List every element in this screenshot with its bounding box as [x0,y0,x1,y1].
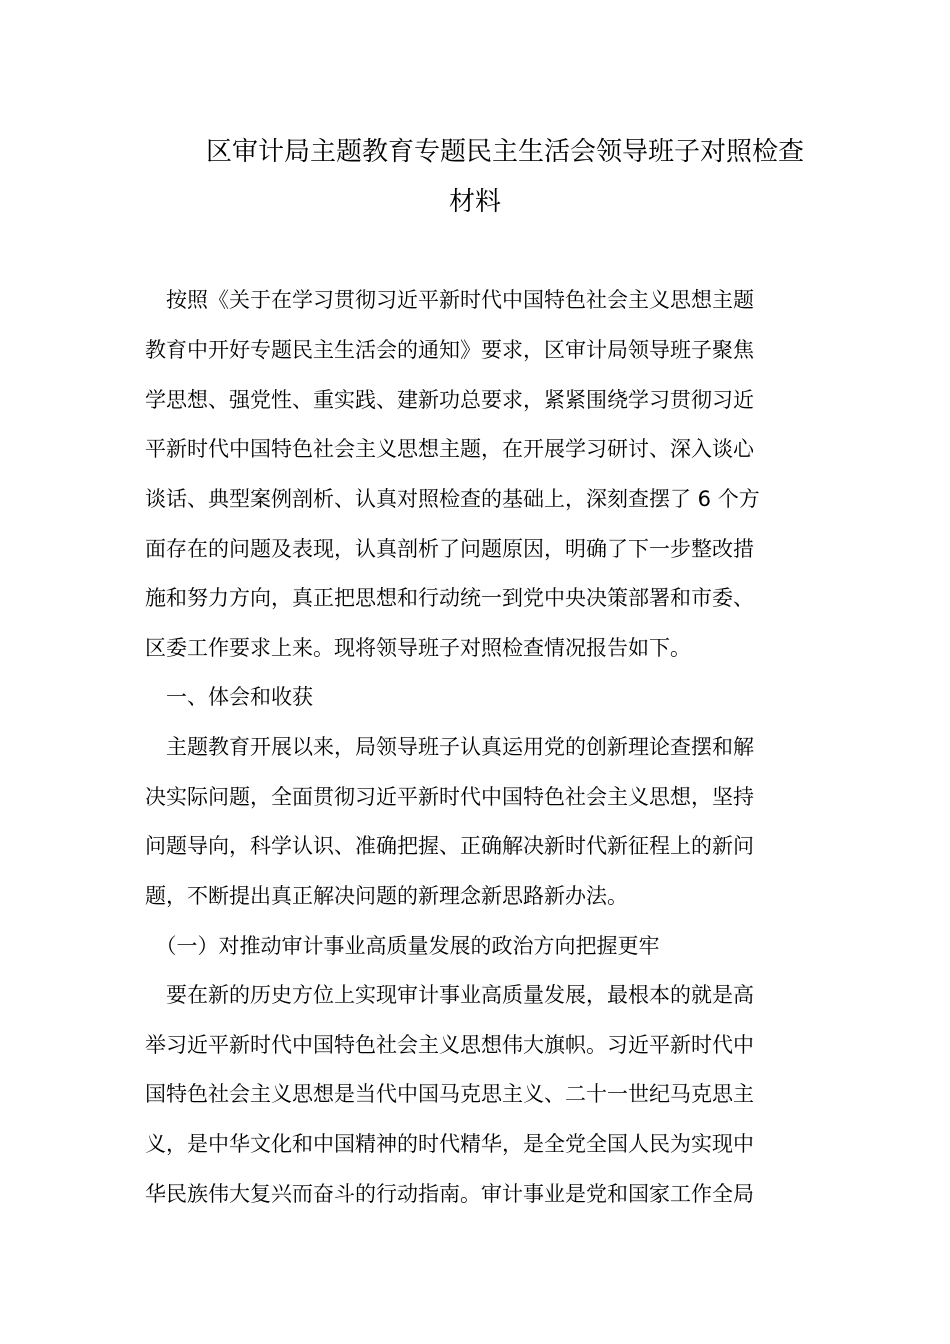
body-line-17: 国特色社会主义思想是当代中国马克思主义、二十一世纪马克思主 [145,1082,754,1106]
document-title-line-1: 区审计局主题教育专题民主生活会领导班子对照检查 [205,137,804,167]
body-line-19: 华民族伟大复兴而奋斗的行动指南。审计事业是党和国家工作全局 [145,1182,754,1206]
body-line-6: 面存在的问题及表现，认真剖析了问题原因，明确了下一步整改措 [145,537,754,561]
body-line-8: 区委工作要求上来。现将领导班子对照检查情况报告如下。 [145,636,691,660]
body-line-13: 题，不断提出真正解决问题的新理念新思路新办法。 [145,884,628,908]
body-line-4: 平新时代中国特色社会主义思想主题，在开展学习研讨、深入谈心 [145,437,754,461]
subsection-heading-1: （一）对推动审计事业高质量发展的政治方向把握更牢 [145,934,660,958]
body-line-5: 谈话、典型案例剖析、认真对照检查的基础上，深刻查摆了 6 个方 [145,487,760,511]
body-line-11: 决实际问题，全面贯彻习近平新时代中国特色社会主义思想，坚持 [145,785,754,809]
body-line-2: 教育中开好专题民主生活会的通知》要求，区审计局领导班子聚焦 [145,338,754,362]
section-heading-1: 一、体会和收获 [145,685,313,709]
body-line-12: 问题导向，科学认识、准确把握、正确解决新时代新征程上的新问 [145,834,754,858]
body-line-7: 施和努力方向，真正把思想和行动统一到党中央决策部署和市委、 [145,586,754,610]
body-line-16: 举习近平新时代中国特色社会主义思想伟大旗帜。习近平新时代中 [145,1033,754,1057]
body-line-15: 要在新的历史方位上实现审计事业高质量发展，最根本的就是高 [145,983,754,1007]
document-title-line-2: 材料 [448,187,501,217]
body-line-3: 学思想、强党性、重实践、建新功总要求，紧紧围绕学习贯彻习近 [145,388,754,412]
body-line-18: 义，是中华文化和中国精神的时代精华，是全党全国人民为实现中 [145,1132,754,1156]
body-line-10: 主题教育开展以来，局领导班子认真运用党的创新理论查摆和解 [145,735,754,759]
body-line-1: 按照《关于在学习贯彻习近平新时代中国特色社会主义思想主题 [145,288,754,312]
